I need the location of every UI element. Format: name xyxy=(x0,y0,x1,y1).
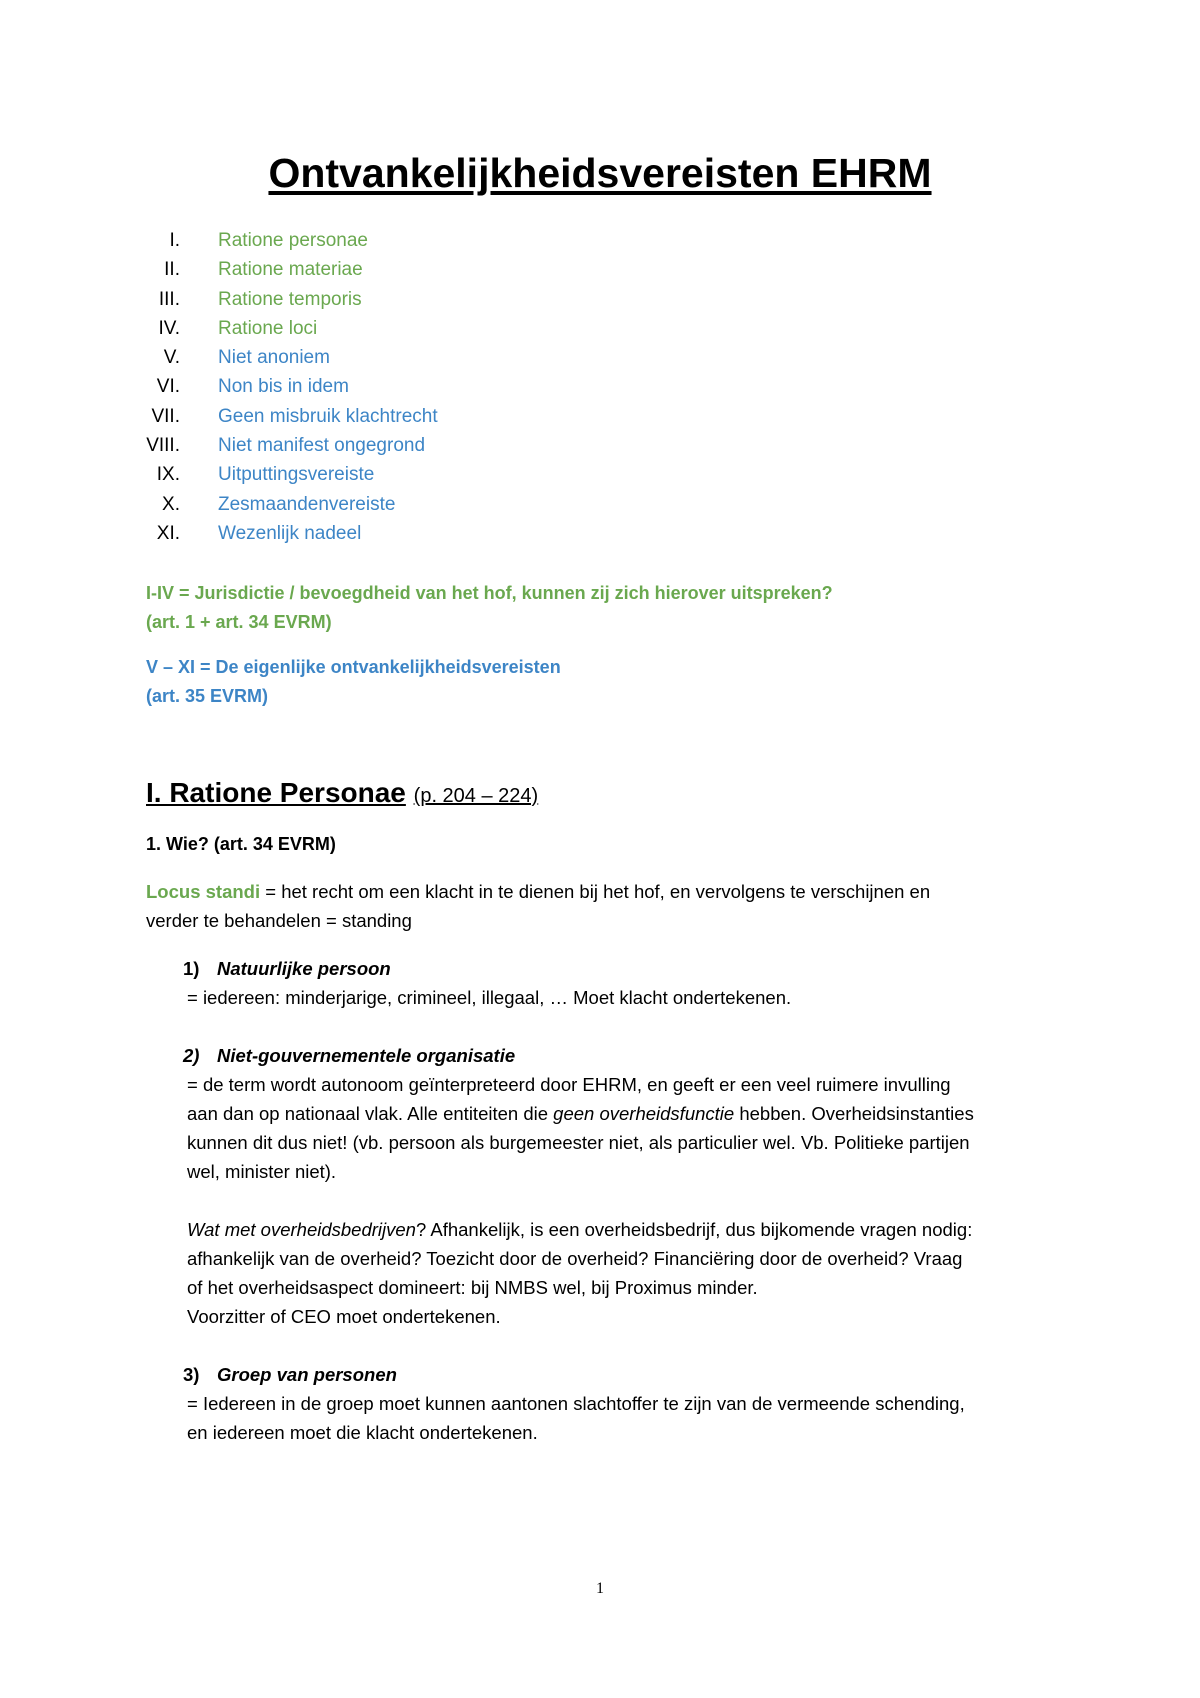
subsection-heading: 1. Wie? (art. 34 EVRM) xyxy=(146,834,336,854)
item-question xyxy=(187,1215,1067,1331)
locus-standi-text-cont: verder te behandelen = standing xyxy=(146,910,412,931)
item-body-line: afhankelijk van de overheid? Toezicht door de overheid? Financiëring door de overheid? Vraag xyxy=(187,1248,963,1269)
list-number: VI. xyxy=(156,376,180,398)
item-title: Groep van personen xyxy=(217,1364,397,1385)
list-label: Ratione temporis xyxy=(218,288,362,310)
list-label: Niet manifest ongegrond xyxy=(218,435,426,457)
item-body-line xyxy=(187,1099,1067,1128)
list-label: Non bis in idem xyxy=(218,376,349,398)
list-label: Wezenlijk nadeel xyxy=(218,522,362,544)
list-number: X. xyxy=(162,493,180,515)
admissibility-note xyxy=(146,653,561,711)
item-body-line: = iedereen: minderjarige, crimineel, illegaal, … Moet klacht ondertekenen. xyxy=(187,987,792,1008)
admissibility-article: (art. 35 EVRM) xyxy=(146,686,269,706)
emphasis-run: Wat met overheidsbedrijven xyxy=(187,1219,416,1240)
list-label: Ratione loci xyxy=(218,317,318,339)
item-body-line: of het overheidsaspect domineert: bij NMBS wel, bij Proximus minder. xyxy=(187,1277,758,1298)
text-run: hebben. Overheidsinstanties xyxy=(734,1103,974,1124)
list-number: V. xyxy=(163,347,180,369)
list-label: Zesmaandenvereiste xyxy=(218,493,396,515)
list-number: IV. xyxy=(158,317,180,339)
section-heading xyxy=(146,777,538,809)
jurisdiction-line: I-IV = Jurisdictie / bevoegdheid van het hof, kunnen zij zich hierover uitspreken? xyxy=(146,583,833,603)
list-label: Uitputtingsvereiste xyxy=(218,464,375,486)
jurisdiction-note xyxy=(146,579,833,637)
item-body xyxy=(187,1389,1067,1447)
item-number: 2) xyxy=(183,1045,200,1066)
page-number: 1 xyxy=(596,1580,604,1597)
jurisdiction-article: (art. 1 + art. 34 EVRM) xyxy=(146,612,332,632)
item-body-line: = Iedereen in de groep moet kunnen aantonen slachtoffer te zijn van de vermeende schending, xyxy=(187,1393,965,1414)
locus-standi-paragraph xyxy=(146,877,1066,935)
item-body-line: Voorzitter of CEO moet ondertekenen. xyxy=(187,1306,501,1327)
item-body-line: en iedereen moet die klacht ondertekenen. xyxy=(187,1422,538,1443)
list-number: XI. xyxy=(156,522,180,544)
item-body-line xyxy=(187,1215,1067,1244)
list-number: VIII. xyxy=(146,435,180,457)
list-number: IX. xyxy=(156,464,180,486)
document-title: Ontvankelijkheidsvereisten EHRM xyxy=(268,150,932,196)
item-title: Niet-gouvernementele organisatie xyxy=(217,1045,516,1066)
list-label: Niet anoniem xyxy=(218,347,330,369)
section-pages: (p. 204 – 224) xyxy=(413,785,539,807)
item-body-line: wel, minister niet). xyxy=(187,1161,337,1182)
item-body xyxy=(187,1070,1067,1186)
text-run: ? Afhankelijk, is een overheidsbedrijf, dus bijkomende vragen nodig: xyxy=(415,1219,973,1240)
list-label: Ratione materiae xyxy=(218,259,363,281)
list-label: Geen misbruik klachtrecht xyxy=(218,405,438,427)
list-number: I. xyxy=(169,230,180,251)
list-number: III. xyxy=(158,288,180,310)
list-number: II. xyxy=(164,259,180,281)
item-number: 3) xyxy=(183,1364,200,1385)
section-title: I. Ratione Personae xyxy=(146,777,406,808)
locus-standi-text: = het recht om een klacht in te dienen bij het hof, en vervolgens te verschijnen en xyxy=(260,881,931,902)
item-body-line: = de term wordt autonoom geïnterpreteerd door EHRM, en geeft er een veel ruimere invulling xyxy=(187,1074,951,1095)
item-title: Natuurlijke persoon xyxy=(217,958,391,979)
emphasis-run: geen overheidsfunctie xyxy=(553,1103,735,1124)
locus-standi-term: Locus standi xyxy=(146,881,261,902)
item-body-line: kunnen dit dus niet! (vb. persoon als burgemeester niet, als particulier wel. Vb. Politieke partijen xyxy=(187,1132,970,1153)
text-run: aan dan op nationaal vlak. Alle entiteiten die xyxy=(187,1103,554,1124)
item-number: 1) xyxy=(183,958,200,979)
admissibility-line: V – XI = De eigenlijke ontvankelijkheidsvereisten xyxy=(146,657,561,677)
list-label: Ratione personae xyxy=(218,230,368,251)
item-body xyxy=(187,983,1067,1012)
list-number: VII. xyxy=(151,405,180,427)
